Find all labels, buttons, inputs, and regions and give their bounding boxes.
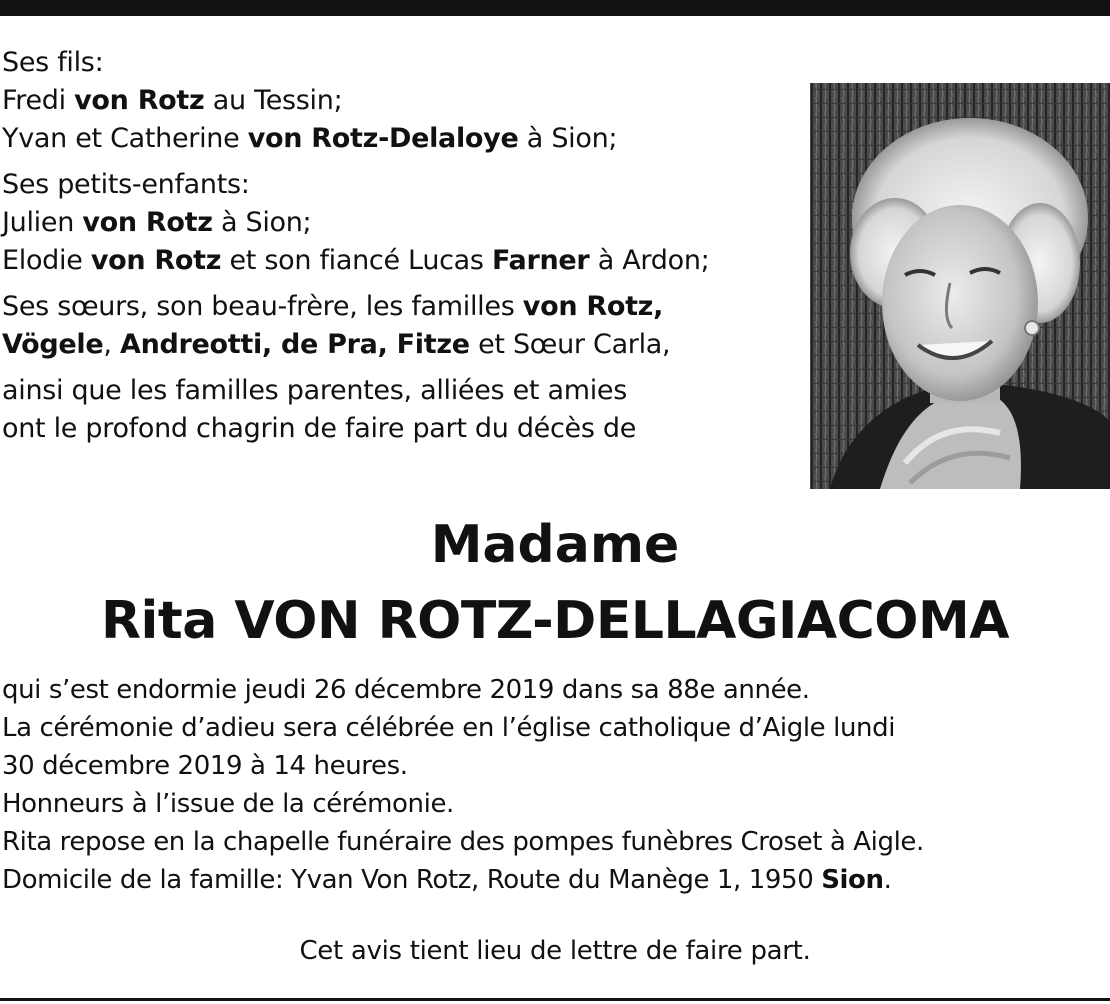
- detail-line-3: 30 décembre 2019 à 14 heures.: [2, 751, 408, 781]
- detail-line-2: La cérémonie d’adieu sera célébrée en l’église catholique d’Aigle lundi: [2, 713, 896, 743]
- family-line-2: Vögele, Andreotti, de Pra, Fitze et Sœur Carla,: [2, 329, 671, 360]
- portrait-photo: [810, 83, 1110, 489]
- grandchildren-block: [2, 166, 802, 280]
- son-1: Fredi von Rotz au Tessin;: [2, 85, 343, 116]
- sons-heading: Ses fils:: [2, 47, 104, 78]
- ceremony-details: [2, 671, 1108, 899]
- portrait-image: [810, 83, 1110, 489]
- top-border-rule: [0, 0, 1110, 16]
- bottom-border-rule: [0, 998, 1110, 1001]
- family-line-1: Ses sœurs, son beau-frère, les familles von Rotz,: [2, 291, 664, 322]
- detail-line-5: Rita repose en la chapelle funéraire des pompes funèbres Croset à Aigle.: [2, 827, 924, 857]
- extended-family-block: [2, 288, 802, 364]
- announce-line-2: ont le profond chagrin de faire part du décès de: [2, 413, 637, 444]
- family-announcement: [2, 44, 802, 456]
- deceased-title: Madame: [430, 515, 680, 575]
- grandchild-1: Julien von Rotz à Sion;: [2, 207, 312, 238]
- grandchild-2: Elodie von Rotz et son fiancé Lucas Farner à Ardon;: [2, 245, 710, 276]
- announcement-block: [2, 372, 802, 448]
- detail-line-6: Domicile de la famille: Yvan Von Rotz, Route du Manège 1, 1950 Sion.: [2, 865, 892, 895]
- detail-line-4: Honneurs à l’issue de la cérémonie.: [2, 789, 454, 819]
- son-2: Yvan et Catherine von Rotz-Delaloye à Sion;: [2, 123, 618, 154]
- detail-line-1: qui s’est endormie jeudi 26 décembre 2019 dans sa 88e année.: [2, 675, 810, 705]
- sons-block: [2, 44, 802, 158]
- closing-note: Cet avis tient lieu de lettre de faire part.: [299, 936, 811, 966]
- deceased-name: Rita VON ROTZ-DELLAGIACOMA: [101, 591, 1009, 651]
- grandchildren-heading: Ses petits-enfants:: [2, 169, 250, 200]
- announce-line-1: ainsi que les familles parentes, alliées et amies: [2, 375, 628, 406]
